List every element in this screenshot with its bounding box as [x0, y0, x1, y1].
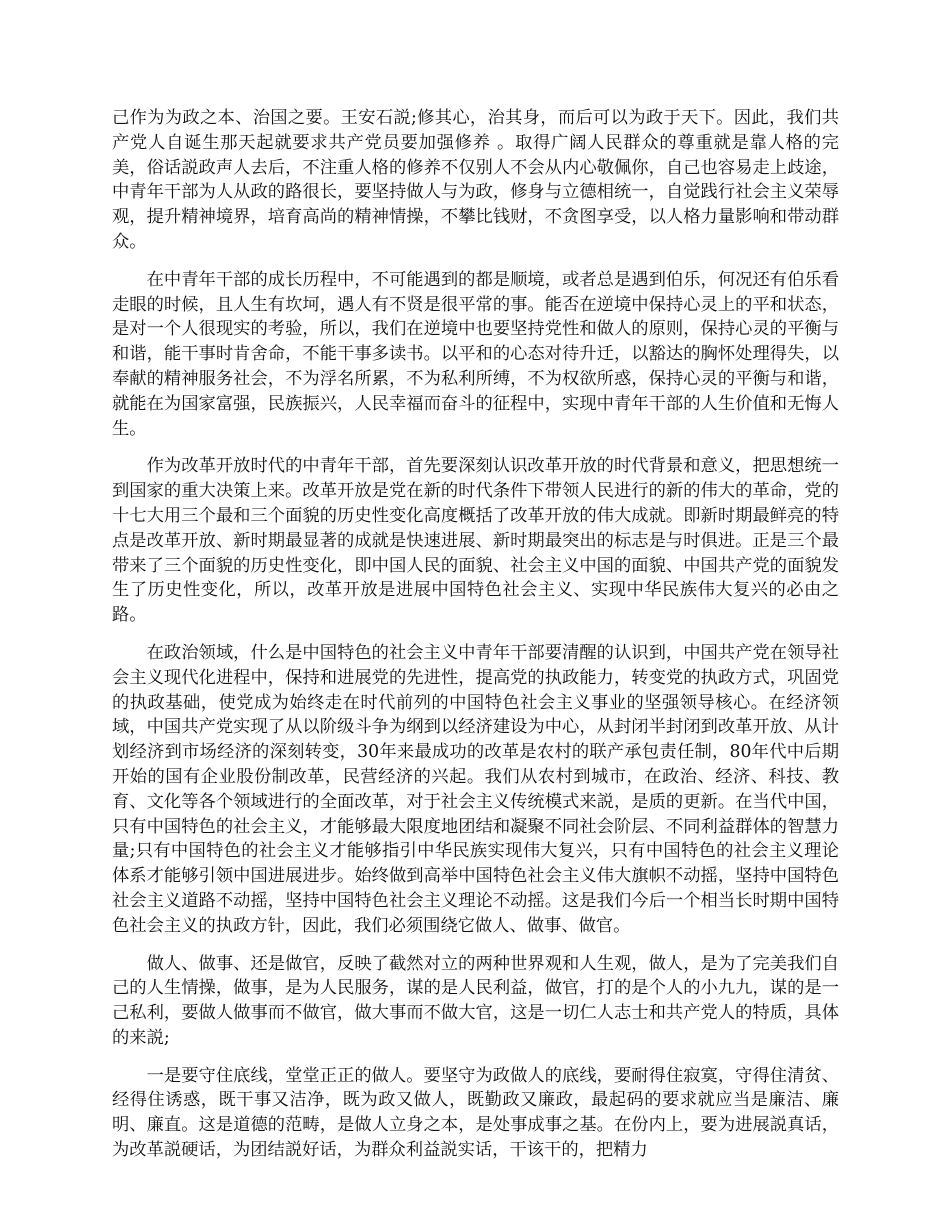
paragraph-2: 在中青年干部的成长历程中，不可能遇到的都是顺境，或者总是遇到伯乐，何况还有伯乐看走眼的时候，且人生有坎坷，遇人有不贤是很平常的事。能否在逆境中保持心灵上的平和状态，是对一个人很现实的考验，所以，我们在逆境中也要坚持党性和做人的原则，保持心灵的平衡与和谐，能干事时肯舍命，不能干事多读书。以平和的心态对待升迁，以豁达的胸怀处理得失，以奉献的精神服务社会，不为浮名所累，不为私利所缚，不为权欲所惑，保持心灵的平衡与和谐，就能在为国家富强，民族振兴，人民幸福而奋斗的征程中，实现中青年干部的人生价值和无悔人生。 [112, 269, 839, 439]
paragraph-5: 做人、做事、还是做官，反映了截然对立的两种世界观和人生观，做人，是为了完美我们自己的人生情操，做事，是为人民服务，谋的是人民利益，做官，打的是个人的小九九，谋的是一己私利，要做人做事而不做官，做大事而不做大官，这是一切仁人志士和共产党人的特质，具体的来説; [112, 953, 839, 1048]
document-page [112, 106, 839, 1176]
paragraph-6: 一是要守住底线，堂堂正正的做人。要坚守为政做人的底线，要耐得住寂寞，守得住清贫、经得住诱惑，既干事又洁净，既为政又做人，既勤政又廉政，最起码的要求就应当是廉洁、廉明、廉直。这是道德的范畴，是做人立身之本，是处事成事之基。在份内上，要为进展説真话，为改革説硬话，为团结説好话，为群众利益説实话，干该干的，把精力 [112, 1065, 839, 1161]
paragraph-1: 己作为为政之本、治国之要。王安石説;修其心，治其身，而后可以为政于天下。因此，我们共产党人自诞生那天起就要求共产党员要加强修养 。取得广阔人民群众的尊重就是靠人格的完美，俗话説政声人去后，不注重人格的修养不仅别人不会从内心敬佩你，自己也容易走上歧途，中青年干部为人从政的路很长，要坚持做人与为政，修身与立德相统一，自觉践行社会主义荣辱观，提升精神境界，培育高尚的精神情操，不攀比钱财，不贪图享受，以人格力量影响和带动群众。 [112, 108, 839, 252]
paragraph-4: 在政治领域，什么是中国特色的社会主义中青年干部要清醒的认识到，中国共产党在领导社会主义现代化进程中，保持和进展党的先进性，提高党的执政能力，转变党的执政方式，巩固党的执政基础，使党成为始终走在时代前列的中国特色社会主义事业的坚强领导核心。在经济领域，中国共产党实现了从以阶级斗争为纲到以经济建设为中心，从封闭半封闭到改革开放、从计划经济到市场经济的深刻转变，30年来最成功的改革是农村的联产承包责任制，80年代中后期开始的国有企业股份制改革，民营经济的兴起。我们从农村到城市，在政治、经济、科技、教育、文化等各个领域进行的全面改革，对于社会主义传统模式来説，是质的更新。在当代中国，只有中国特色的社会主义，才能够最大限度地团结和凝聚不同社会阶层、不同利益群体的智慧力量;只有中国特色的社会主义才能够指引中华民族实现伟大复兴，只有中国特色的社会主义理论体系才能够引领中国进展进步。始终做到高举中国特色社会主义伟大旗帜不动摇，坚持中国特色社会主义道路不动摇，坚持中国特色社会主义理论不动摇。这是我们今后一个相当长时期中国特色社会主义的执政方针，因此，我们必须围绕它做人、做事、做官。 [112, 642, 839, 936]
paragraph-3: 作为改革开放时代的中青年干部，首先要深刻认识改革开放的时代背景和意义，把思想统一到国家的重大决策上来。改革开放是党在新的时代条件下带领人民进行的新的伟大的革命，党的十七大用三个最和三个面貌的历史性变化高度概括了改革开放的伟大成就。即新时期最鲜亮的特点是改革开放、新时期最显著的成就是快速进展、新时期最突出的标志是与时俱进。正是三个最带来了三个面貌的历史性变化，即中国人民的面貌、社会主义中国的面貌、中国共产党的面貌发生了历史性变化，所以，改革开放是进展中国特色社会主义、实现中华民族伟大复兴的必由之路。 [112, 456, 839, 626]
